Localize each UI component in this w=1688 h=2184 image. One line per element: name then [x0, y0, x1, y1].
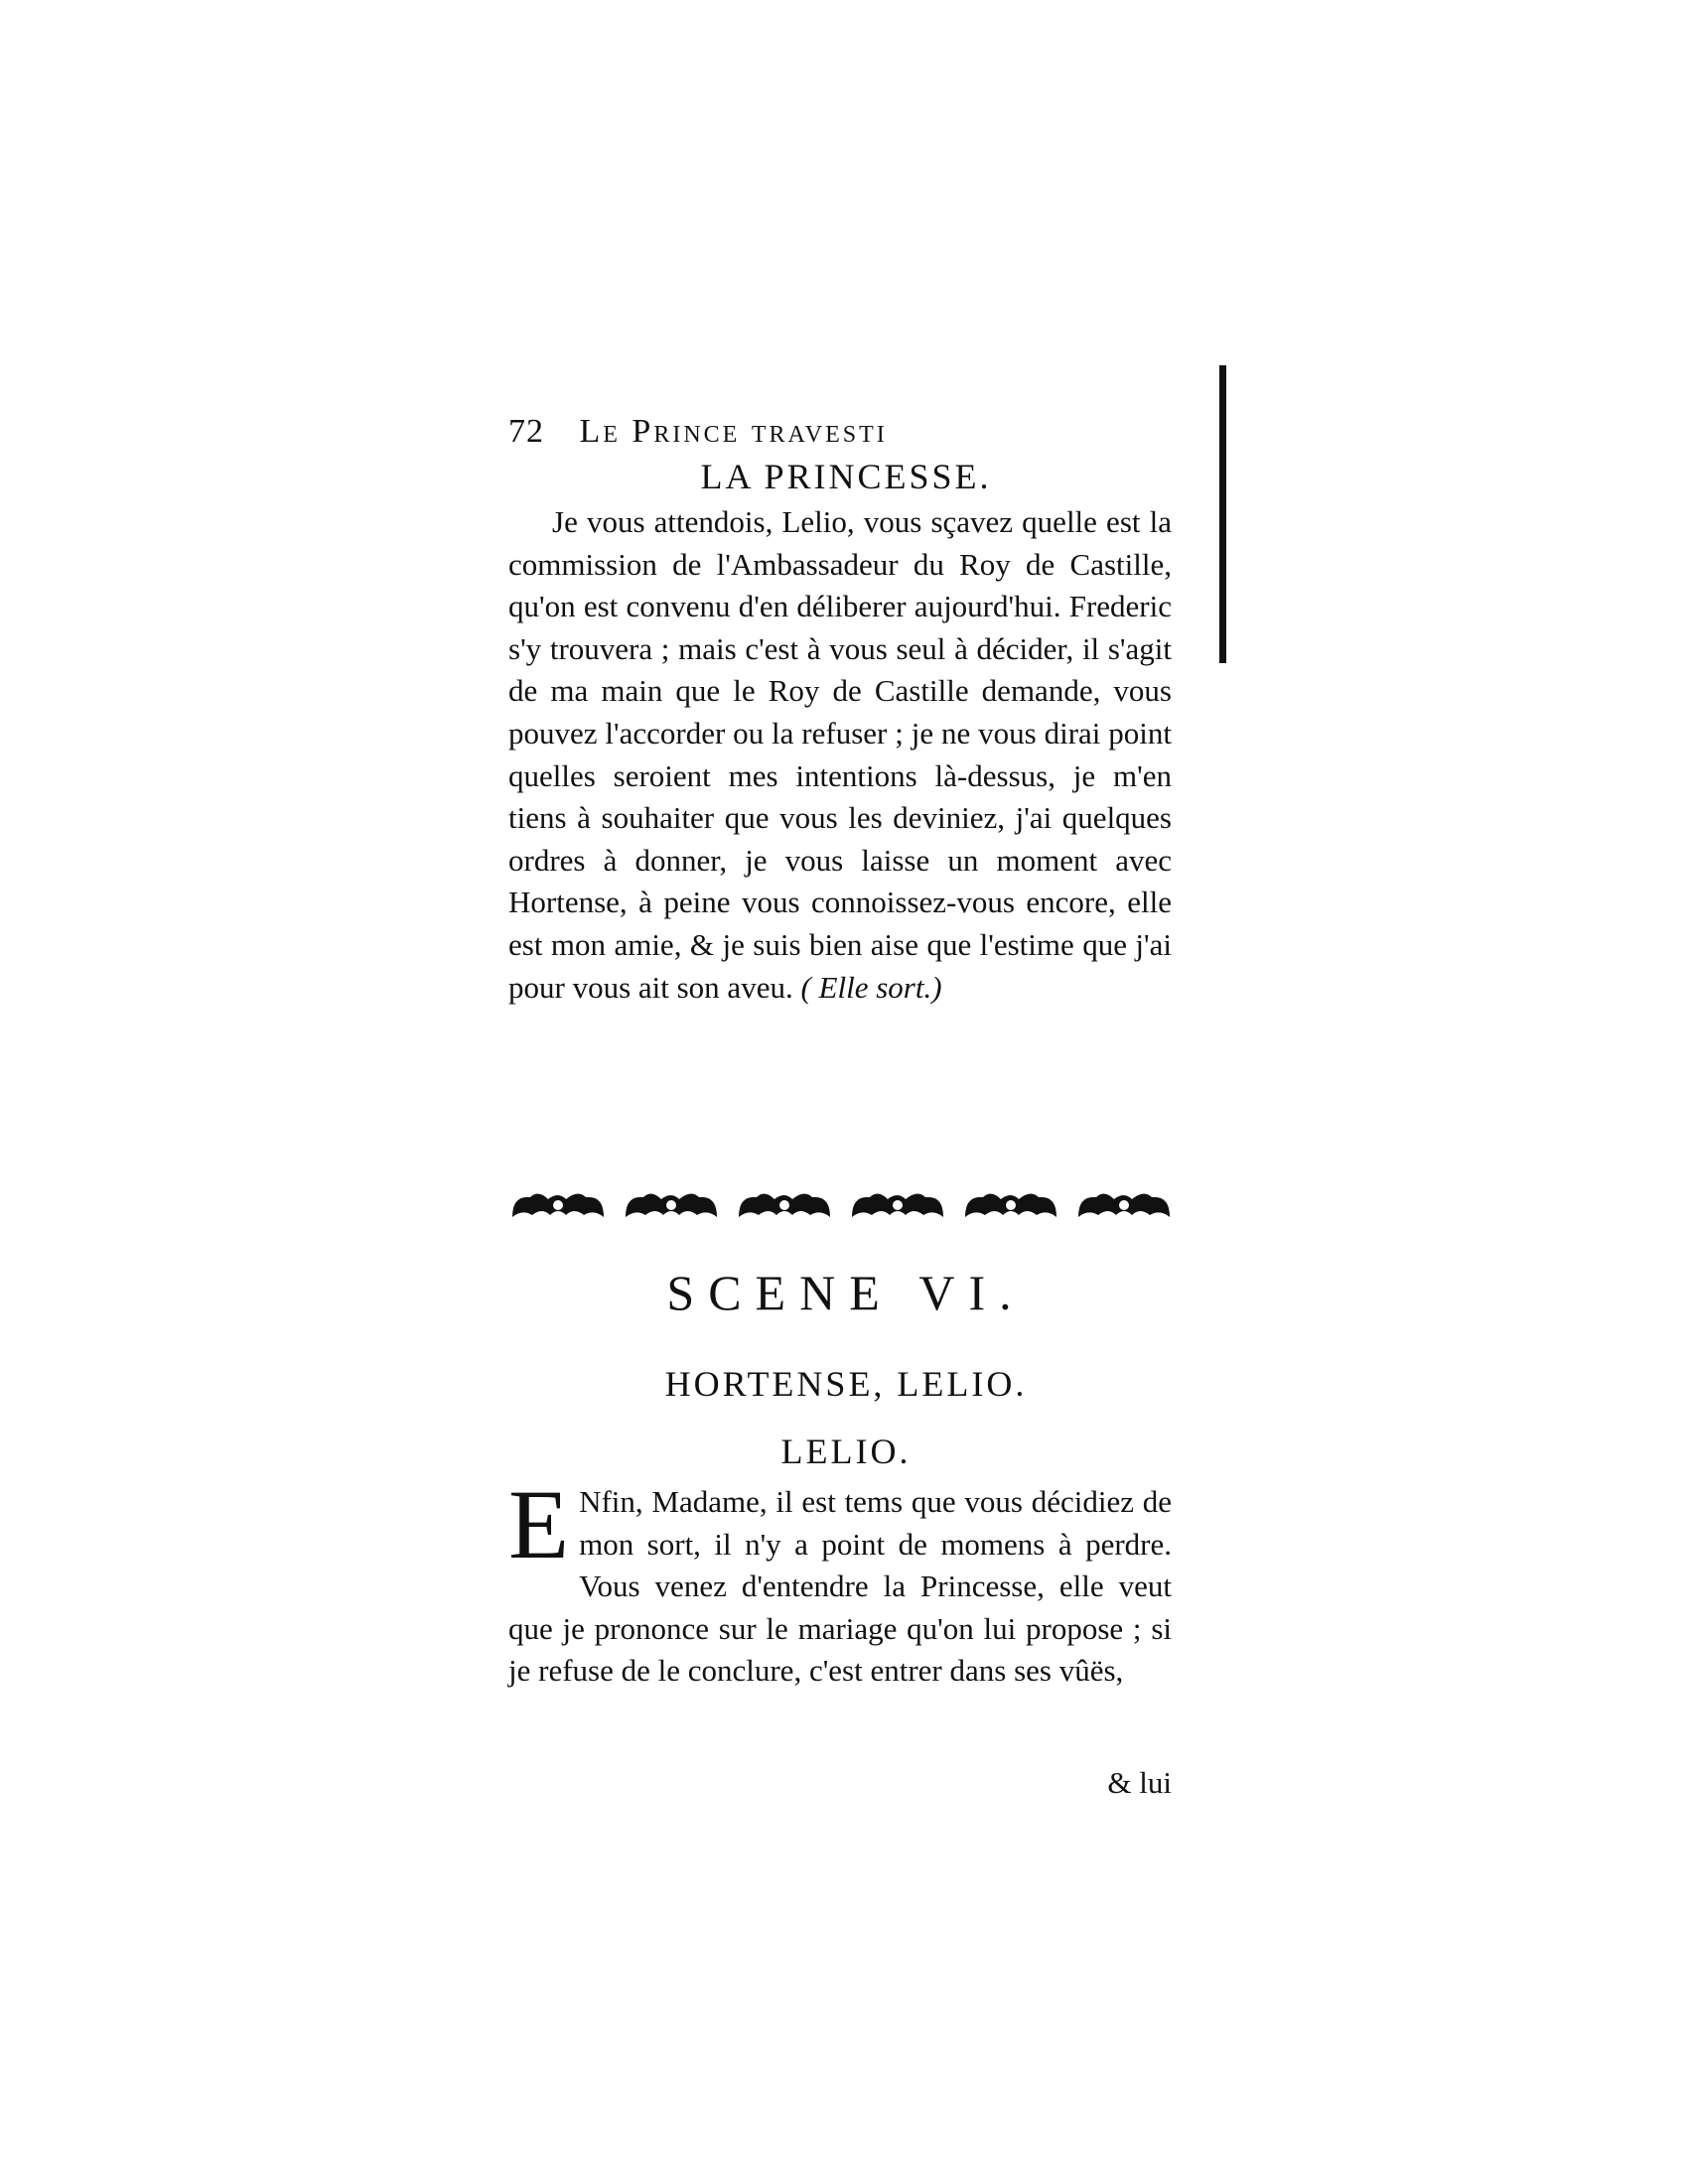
- running-head: [508, 412, 1144, 452]
- fleuron-icon: [735, 1187, 834, 1227]
- catchword: & lui: [1107, 1765, 1172, 1800]
- page-number: 72: [508, 413, 544, 450]
- margin-scan-bar: [1219, 365, 1226, 663]
- fleuron-icon: [961, 1187, 1060, 1227]
- speaker-la-princesse: LA PRINCESSE.: [700, 457, 992, 496]
- stage-direction: ( Elle sort.): [800, 969, 942, 1005]
- lelio-speech-text: Nfin, Madame, il est tems que vous décidiez de mon sort, il n'y a point de momens à perdre. Vous venez d'entendre la Princesse, elle veut que je prononce sur le mariage qu'on lui propose ; si je refuse de le conclure, c'est entrer dans ses vûës,: [508, 1484, 1172, 1689]
- princesse-speech-text: Je vous attendois, Lelio, vous sçavez quelle est la commission de l'Ambassadeur du Roy de Castille, qu'on est convenu d'en déliberer aujourd'hui. Frederic s'y trouvera ; mais c'est à vous seul à décider, il s'agit de ma main que le Roy de Castille demande, vous pouvez l'accorder ou la refuser ; je ne vous dirai point quelles seroient mes intentions là-dessus, je m'en tiens à souhaiter que vous les deviniez, j'ai quelques ordres à donner, je vous laisse un moment avec Hortense, à peine vous connoissez-vous encore, elle est mon amie, & je suis bien aise que l'estime que j'ai pour vous ait son aveu.: [508, 504, 1172, 1005]
- fleuron-icon: [508, 1187, 608, 1227]
- ornament-band: [508, 1187, 1174, 1227]
- scene-characters: HORTENSE, LELIO.: [664, 1364, 1028, 1404]
- drop-cap: E: [508, 1469, 570, 1579]
- fleuron-icon: [1074, 1187, 1174, 1227]
- speaker-lelio: LELIO.: [780, 1432, 912, 1471]
- lelio-speech: [508, 1469, 1172, 1693]
- running-title: Le Prince travesti: [579, 413, 888, 450]
- fleuron-icon: [848, 1187, 947, 1227]
- fleuron-icon: [622, 1187, 721, 1227]
- princesse-speech-paragraph: [508, 501, 1172, 1009]
- scene-title: SCENE VI.: [666, 1265, 1026, 1320]
- princesse-speech: [508, 501, 1172, 1009]
